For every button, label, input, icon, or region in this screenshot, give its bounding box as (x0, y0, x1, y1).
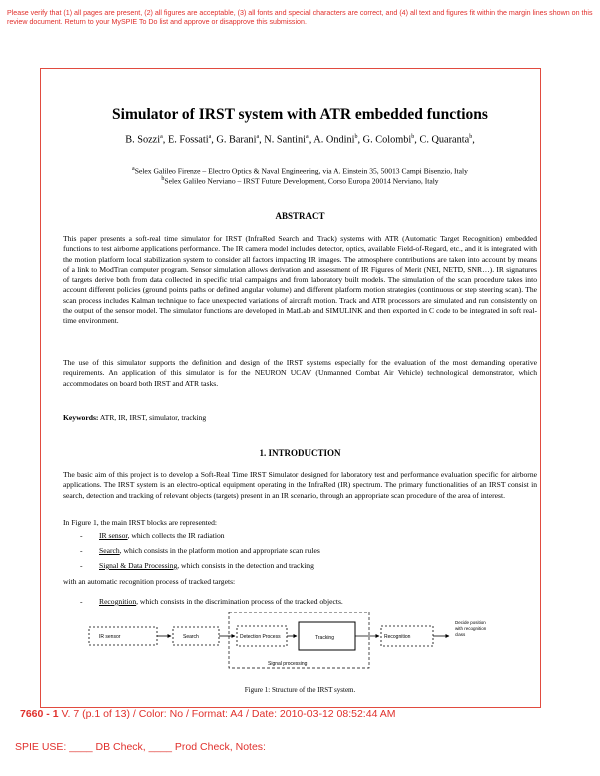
block-label: Detection Process (240, 634, 281, 640)
keywords: Keywords: ATR, IR, IRST, simulator, tracking (63, 413, 207, 422)
author: C. Quaranta (419, 134, 470, 146)
author: E. Fossati (167, 134, 209, 146)
intro-line-2: with an automatic recognition process of tracked targets: (63, 577, 236, 586)
abstract-paragraph: This paper presents a soft-real time simulator for IRST (InfraRed Search and Track) systems with ATR (Automatic Target Recognition) embedded functions to test airborne applications performance. The IR camera model includes detector, optics, available Field-of-Regard, etc., and it is integrated with the motion platform local stabilization system to consider all factors impacting IR images. The atmosphere contributions are taken into account by means of a link to ModTran computer program. Sensor simulation allows derivation and assessment of IR Figures of Merit (NEI, NETD, SNR…). IR signatures of targets derive both from data collected in specific trial campaigns and from laboratory built models. The simulation of the scan procedure takes into account different policies (ground points paths or defined angular volume) and different platform motion strategies (continuous or step steering scan). The scan process includes Kalman technique to face unexpected variations of aircraft motion. Track and ATR processors are simulated and run consistently on the output of the sensor model. The simulator functions are developed in MatLab and SIMULINK and then exported in C code to be integrated in soft real-time environment. (63, 234, 537, 326)
figure-caption: Figure 1: Structure of the IRST system. (244, 686, 356, 694)
list-item: - IR sensor, which collects the IR radiation (80, 531, 225, 540)
block-label: Recognition (384, 634, 411, 640)
author-list: B. Sozzi$^a$, E. Fossati$^a$, G. Barani$^a$, N. Santini$^a$, A. Ondini$^b$, G. Colombi$^b$, C. Quaranta$^b$, (125, 134, 475, 146)
block-label: IR sensor (99, 634, 121, 640)
affiliation-a: $^a$Selex Galileo Firenze – Electro Optics & Naval Engineering, via A. Einstein 35, 50013 Campi Bisenzio, Italy (132, 166, 468, 176)
affiliation-b: $^b$Selex Galileo Nerviano – IRST Future Development, Corso Europa 20014 Nerviano, Italy (161, 176, 439, 186)
list-item: - Search, which consists in the platform motion and appropriate scan rules (80, 546, 320, 555)
spie-use-line: SPIE USE: ____ DB Check, ____ Prod Check, Notes: (15, 741, 266, 753)
author: G. Barani (216, 134, 257, 146)
review-notice: Please verify that (1) all pages are present, (2) all figures are acceptable, (3) all fonts and special characters are correct, and (4) all text and figures fit within the margin lines shown on this review document. Return to your MySPIE To Do list and approve or disapprove this submission. (7, 9, 593, 26)
list-item: - Signal & Data Processing, which consists in the detection and tracking (80, 561, 314, 570)
intro-line: In Figure 1, the main IRST blocks are represented: (63, 518, 218, 527)
irst-block-diagram (63, 612, 543, 672)
section-heading: 1. INTRODUCTION (259, 448, 341, 458)
intro-paragraph: The basic aim of this project is to develop a Soft-Real Time IRST Simulator designed for laboratory test and performance evaluation specific for airborne applications. The IRST system is an electro-optical equipment operating in the InfraRed (IR) spectrum. The primary functionalities of an IRST consist in search, detection and tracking of relevant objects (targets) present in an IR scenario, through an appropriate scan procedure of the area of interest. (63, 470, 537, 500)
output-label: Decide position with recognition class (455, 620, 487, 637)
author: G. Colombi (362, 134, 412, 146)
abstract-heading: ABSTRACT (275, 211, 325, 221)
block-label: Search (183, 634, 199, 640)
list-item: - Recognition, which consists in the discrimination process of the tracked objects. (80, 597, 343, 606)
group-label: Signal processing (268, 661, 308, 667)
paper-title: Simulator of IRST system with ATR embedded functions (112, 106, 488, 123)
abstract-paragraph-2: The use of this simulator supports the definition and design of the IRST systems especially for the evaluation of the most demanding operative requirements. An application of this simulator is for the NEURON UCAV (Unmanned Combat Air Vehicle) technological demonstrator, which accommodates on board both IRST and ATR tasks. (63, 358, 537, 388)
author: B. Sozzi (125, 134, 161, 146)
footer-info: 7660 - 1 V. 7 (p.1 of 13) / Color: No / Format: A4 / Date: 2010-03-12 08:52:44 AM (20, 708, 396, 720)
block-label: Tracking (315, 635, 334, 641)
author: N. Santini (264, 134, 307, 146)
author: A. Ondini (313, 134, 355, 146)
